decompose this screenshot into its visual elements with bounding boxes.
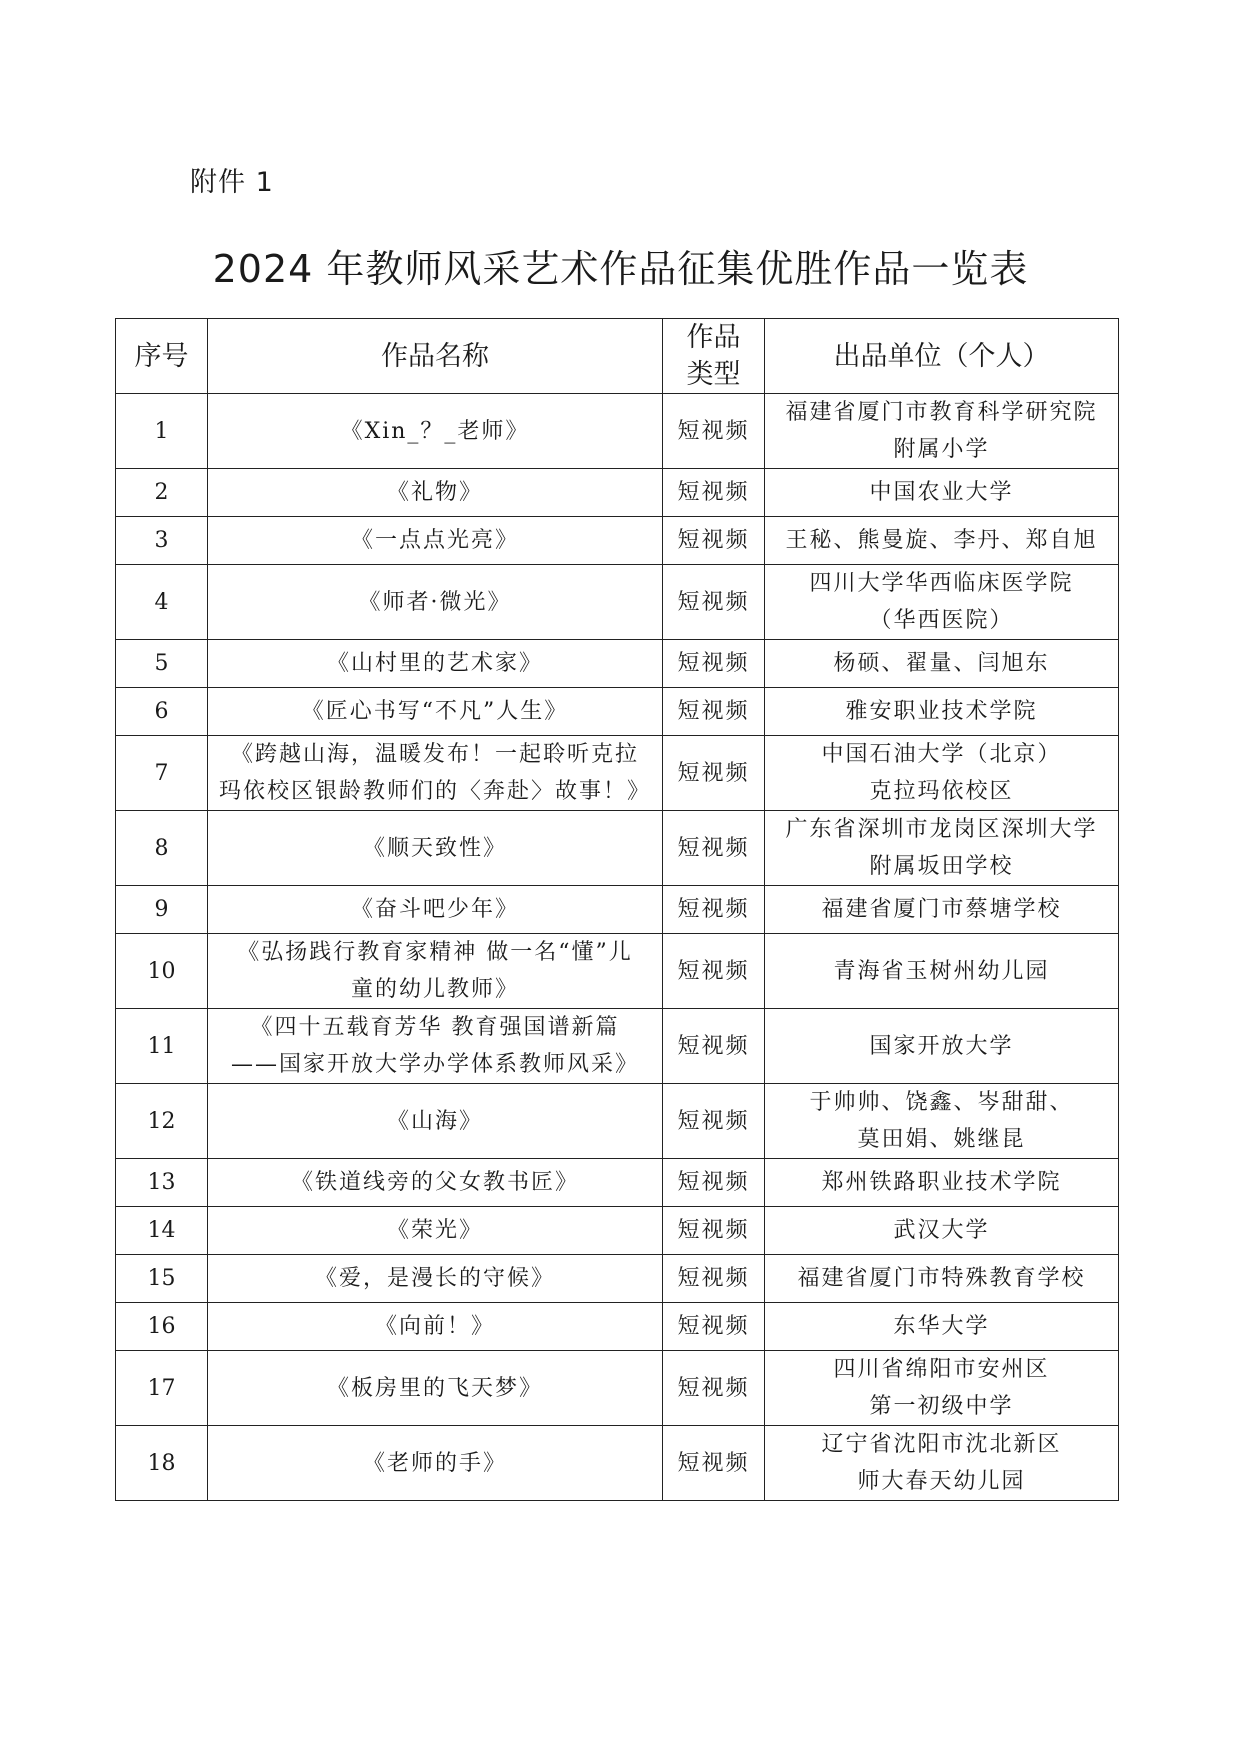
producer-line: 中国石油大学（北京） [821, 742, 1062, 767]
producer-line: 福建省厦门市教育科学研究院 [785, 400, 1098, 425]
producer-line: 于帅帅、饶鑫、岑甜甜、 [809, 1090, 1074, 1115]
row-work-name [208, 1009, 663, 1084]
producer-line: 广东省深圳市龙岗区深圳大学 [785, 817, 1098, 842]
work-name-line: 《顺天致性》 [362, 835, 507, 861]
work-name-line: 《礼物》 [386, 480, 483, 505]
row-work-type: 短视频 [663, 934, 765, 1009]
row-work-name [208, 688, 663, 736]
page-title: 2024 年教师风采艺术作品征集优胜作品一览表 [212, 247, 1029, 291]
work-name-line: 《弘扬践行教育家精神 做一名“懂”儿 [237, 940, 633, 965]
table-row [116, 1303, 1119, 1351]
row-work-type: 短视频 [663, 688, 765, 736]
row-work-name [208, 469, 663, 517]
row-work-type: 短视频 [663, 886, 765, 934]
table-row [116, 1084, 1119, 1159]
producer-line: 克拉玛依校区 [869, 779, 1014, 804]
row-index: 7 [116, 736, 208, 811]
row-work-name [208, 1351, 663, 1426]
table-row [116, 394, 1119, 469]
producer-line: 福建省厦门市蔡塘学校 [821, 897, 1062, 922]
row-index: 15 [116, 1255, 208, 1303]
table-row [116, 1255, 1119, 1303]
work-name-line: 《师者·微光》 [358, 589, 512, 615]
row-work-name [208, 1255, 663, 1303]
producer-line: 四川大学华西临床医学院 [809, 571, 1074, 596]
row-work-name [208, 886, 663, 934]
table-row [116, 688, 1119, 736]
table-row [116, 1159, 1119, 1207]
table-row [116, 1207, 1119, 1255]
row-work-type: 短视频 [663, 811, 765, 886]
work-name-line: 《荣光》 [386, 1218, 483, 1243]
row-work-type: 短视频 [663, 1159, 765, 1207]
table-header-row [116, 319, 1119, 394]
row-index: 9 [116, 886, 208, 934]
row-work-name [208, 394, 663, 469]
work-name-line: 《Xin_？_老师》 [340, 418, 530, 444]
producer-line: 武汉大学 [893, 1218, 990, 1243]
row-index: 10 [116, 934, 208, 1009]
work-name-line: 《一点点光亮》 [350, 528, 519, 553]
work-name-line: 《山海》 [386, 1108, 483, 1134]
row-work-name [208, 1159, 663, 1207]
row-work-type: 短视频 [663, 394, 765, 469]
producer-line: 辽宁省沈阳市沈北新区 [821, 1432, 1062, 1457]
row-producer [765, 688, 1119, 736]
table-row [116, 1351, 1119, 1426]
row-index: 1 [116, 394, 208, 469]
row-index: 18 [116, 1426, 208, 1501]
row-index: 12 [116, 1084, 208, 1159]
producer-line: 杨硕、翟量、闫旭东 [833, 651, 1050, 676]
row-producer [765, 1159, 1119, 1207]
row-index: 16 [116, 1303, 208, 1351]
row-index: 3 [116, 517, 208, 565]
row-work-type: 短视频 [663, 565, 765, 640]
row-index: 11 [116, 1009, 208, 1084]
works-table [115, 318, 1119, 1501]
work-name-line: 《四十五载育芳华 教育强国谱新篇 [250, 1015, 620, 1040]
table-row [116, 1009, 1119, 1084]
row-work-name [208, 934, 663, 1009]
row-work-name [208, 811, 663, 886]
row-producer [765, 811, 1119, 886]
work-name-line: 《跨越山海，温暖发布！一起聆听克拉 [230, 742, 639, 767]
work-name-line: 《向前！》 [374, 1314, 495, 1339]
row-producer [765, 934, 1119, 1009]
producer-line: 附属小学 [893, 437, 990, 462]
table-row [116, 811, 1119, 886]
work-name-line: 《匠心书写“不凡”人生》 [301, 699, 569, 724]
work-name-line: 《山村里的艺术家》 [326, 651, 543, 676]
row-work-name [208, 517, 663, 565]
row-producer [765, 1255, 1119, 1303]
producer-line: 雅安职业技术学院 [845, 699, 1038, 724]
producer-line: 中国农业大学 [869, 480, 1014, 505]
row-index: 4 [116, 565, 208, 640]
row-index: 6 [116, 688, 208, 736]
producer-line: 四川省绵阳市安州区 [833, 1357, 1050, 1382]
row-work-type: 短视频 [663, 517, 765, 565]
producer-line: （华西医院） [869, 608, 1014, 633]
row-index: 8 [116, 811, 208, 886]
header-name: 作品名称 [208, 319, 663, 394]
row-work-name [208, 1207, 663, 1255]
header-unit: 出品单位（个人） [765, 319, 1119, 394]
table-row [116, 565, 1119, 640]
producer-line: 第一初级中学 [869, 1394, 1014, 1419]
producer-line: 福建省厦门市特殊教育学校 [797, 1266, 1086, 1291]
work-name-line: 童的幼儿教师》 [350, 977, 519, 1002]
table-row [116, 934, 1119, 1009]
work-name-line: 玛依校区银龄教师们的〈奔赴〉故事！》 [218, 779, 651, 804]
row-work-type: 短视频 [663, 1207, 765, 1255]
row-work-type: 短视频 [663, 1303, 765, 1351]
producer-line: 东华大学 [893, 1314, 990, 1339]
row-producer [765, 1426, 1119, 1501]
work-name-line: 《板房里的飞天梦》 [326, 1375, 543, 1401]
producer-line: 国家开放大学 [869, 1033, 1014, 1059]
row-producer [765, 469, 1119, 517]
producer-line: 王秘、熊曼旋、李丹、郑自旭 [785, 528, 1098, 553]
header-index: 序号 [116, 319, 208, 394]
row-work-name [208, 1303, 663, 1351]
row-producer [765, 736, 1119, 811]
work-name-line: 《老师的手》 [362, 1450, 507, 1476]
row-work-type: 短视频 [663, 1009, 765, 1084]
row-producer [765, 1207, 1119, 1255]
row-producer [765, 565, 1119, 640]
producer-line: 附属坂田学校 [869, 854, 1014, 879]
row-producer [765, 640, 1119, 688]
producer-line: 莫田娟、姚继昆 [857, 1127, 1026, 1152]
row-producer [765, 1351, 1119, 1426]
row-work-name [208, 1426, 663, 1501]
row-work-type: 短视频 [663, 736, 765, 811]
row-work-name [208, 736, 663, 811]
row-producer [765, 1084, 1119, 1159]
row-producer [765, 394, 1119, 469]
row-work-type: 短视频 [663, 469, 765, 517]
producer-line: 郑州铁路职业技术学院 [821, 1170, 1062, 1195]
row-index: 17 [116, 1351, 208, 1426]
table-row [116, 640, 1119, 688]
work-name-line: ——国家开放大学办学体系教师风采》 [230, 1052, 639, 1077]
row-work-name [208, 565, 663, 640]
row-work-type: 短视频 [663, 640, 765, 688]
row-work-type: 短视频 [663, 1084, 765, 1159]
producer-line: 师大春天幼儿园 [857, 1469, 1026, 1494]
header-type [663, 319, 765, 394]
table-row [116, 1426, 1119, 1501]
table-row [116, 736, 1119, 811]
row-work-type: 短视频 [663, 1351, 765, 1426]
table-row [116, 886, 1119, 934]
producer-line: 青海省玉树州幼儿园 [833, 958, 1050, 984]
table-row [116, 469, 1119, 517]
row-producer [765, 886, 1119, 934]
row-work-name [208, 640, 663, 688]
row-producer [765, 1009, 1119, 1084]
row-index: 13 [116, 1159, 208, 1207]
table-row [116, 517, 1119, 565]
row-work-name [208, 1084, 663, 1159]
work-name-line: 《奋斗吧少年》 [350, 897, 519, 922]
row-work-type: 短视频 [663, 1426, 765, 1501]
table-body [116, 394, 1119, 1501]
header-type-line2: 类型 [686, 359, 741, 390]
attachment-label: 附件 1 [190, 167, 274, 198]
row-producer [765, 1303, 1119, 1351]
row-producer [765, 517, 1119, 565]
row-index: 5 [116, 640, 208, 688]
work-name-line: 《爱，是漫长的守候》 [314, 1266, 555, 1291]
header-type-line1: 作品 [686, 322, 741, 353]
row-index: 2 [116, 469, 208, 517]
row-index: 14 [116, 1207, 208, 1255]
work-name-line: 《铁道线旁的父女教书匠》 [290, 1170, 579, 1195]
row-work-type: 短视频 [663, 1255, 765, 1303]
